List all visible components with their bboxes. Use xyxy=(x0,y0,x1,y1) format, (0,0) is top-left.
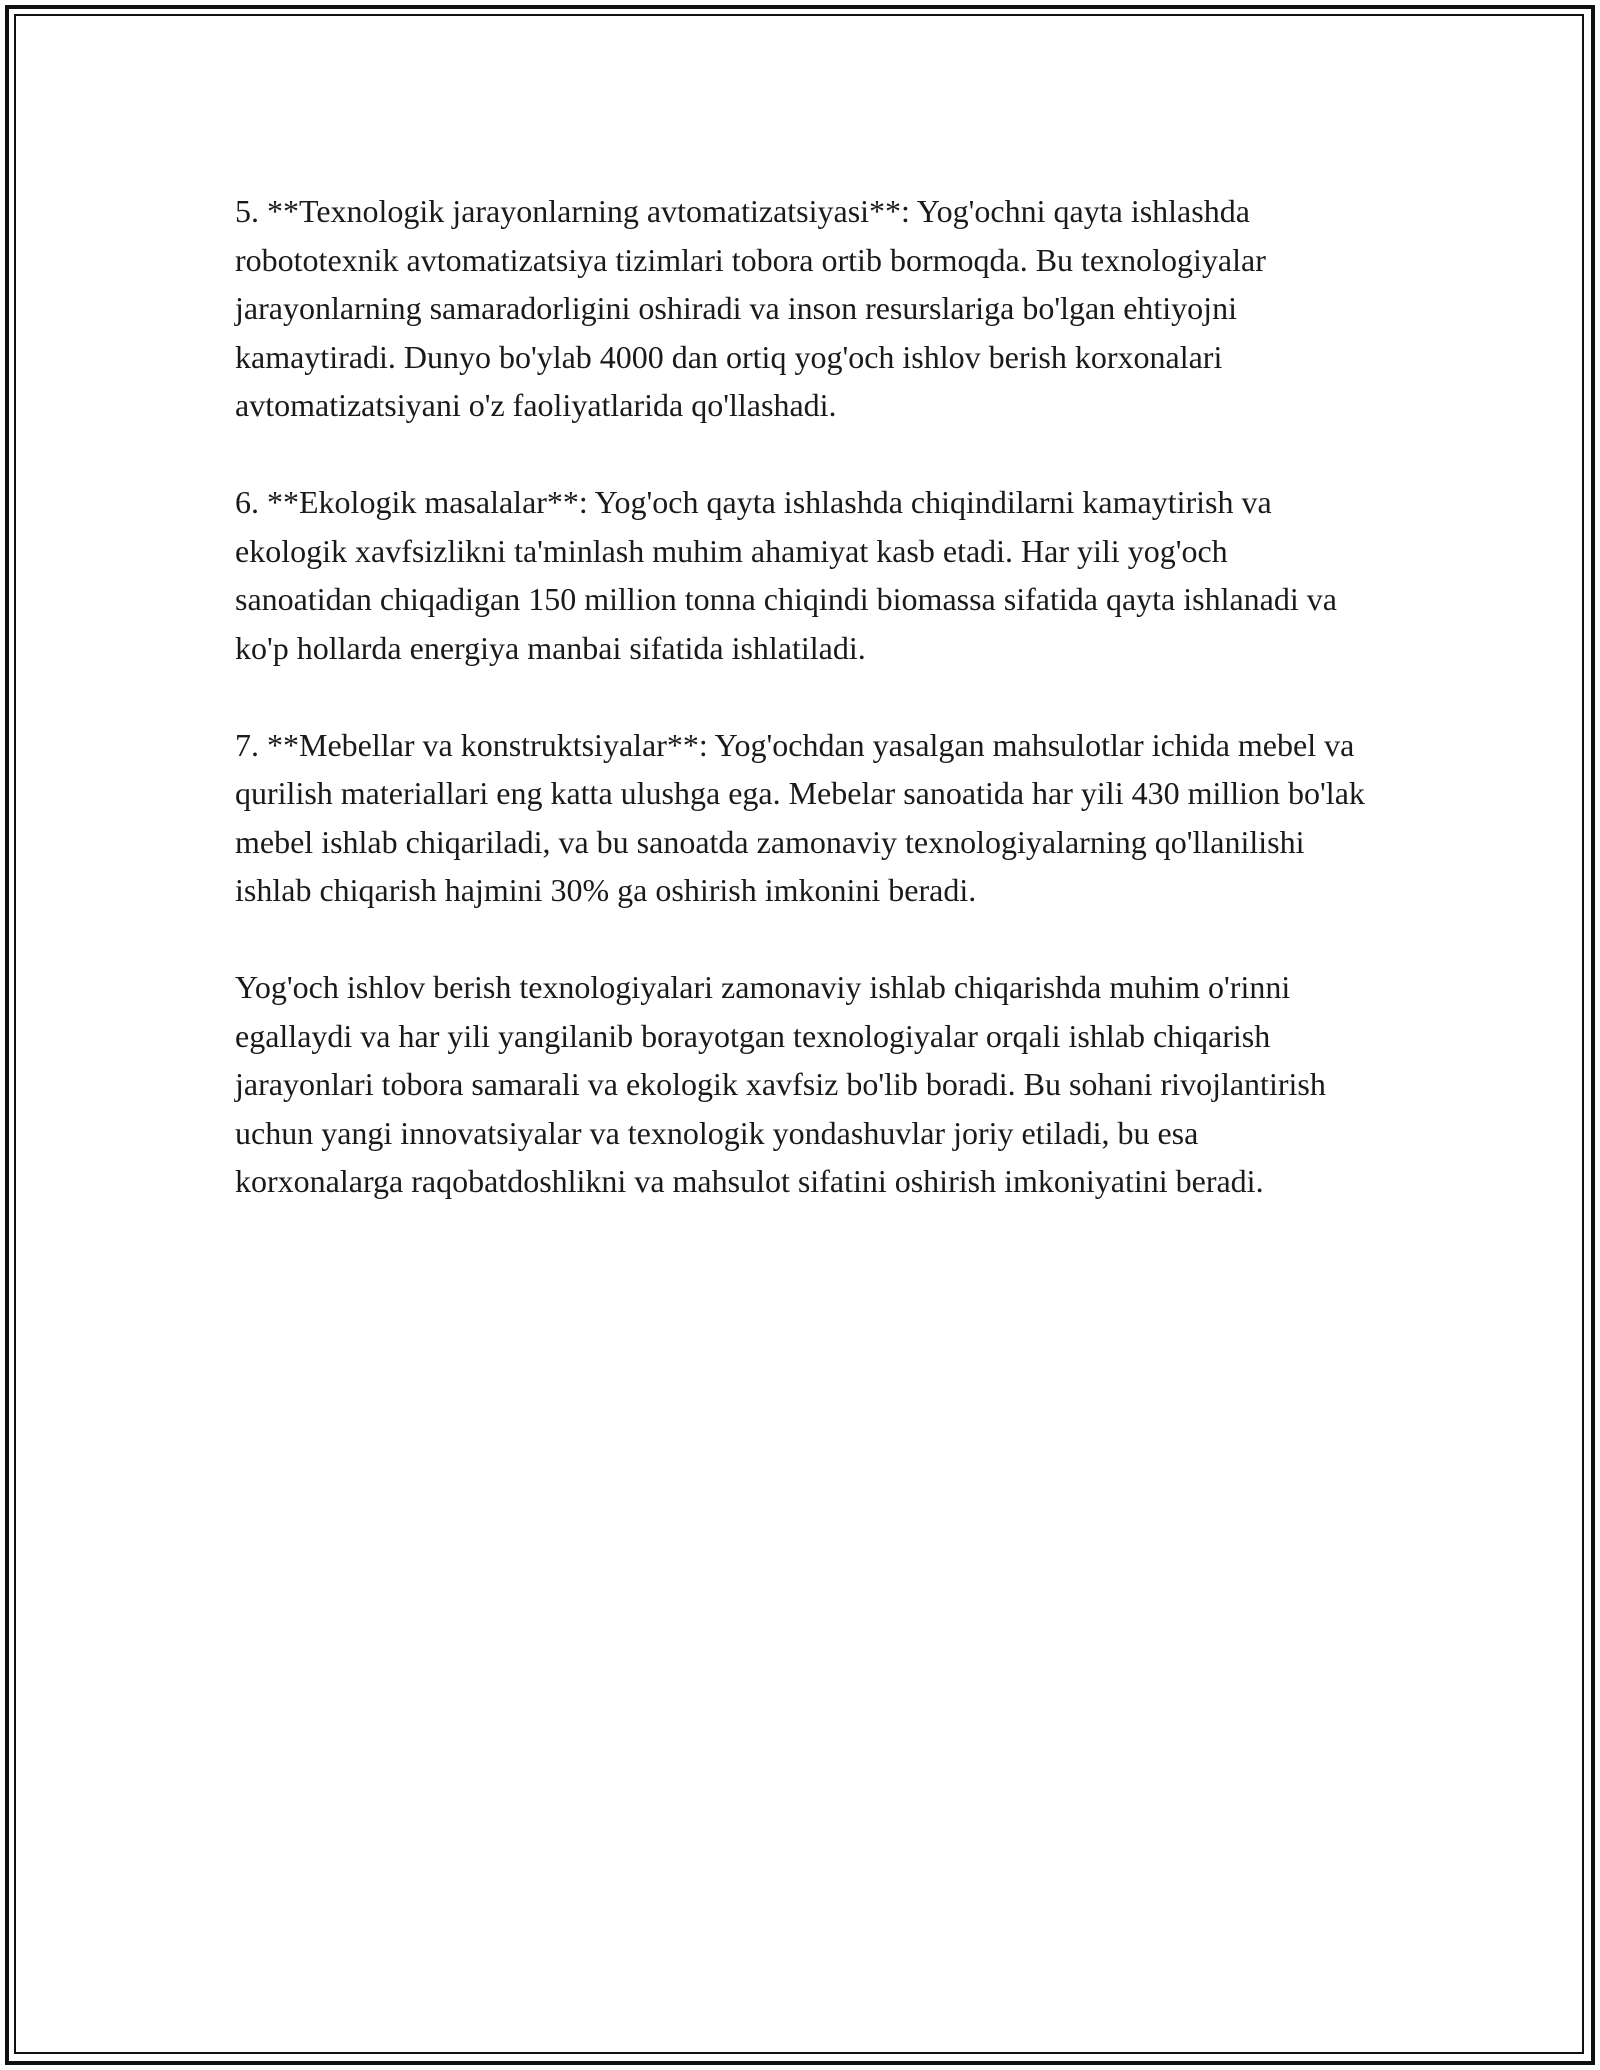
paragraph-automation: 5. **Texnologik jarayonlarning avtomatizatsiyasi**: Yog'ochni qayta ishlashda robototexnik avtomatizatsiya tizimlari tobora ortib bormoqda. Bu texnologiyalar jarayonlarning samaradorligini oshiradi va inson resurslariga bo'lgan ehtiyojni kamaytiradi. Dunyo bo'ylab 4000 dan ortiq yog'och ishlov berish korxonalari avtomatizatsiyani o'z faoliyatlarida qo'llashadi. xyxy=(235,193,1266,423)
paragraph-furniture: 7. **Mebellar va konstruktsiyalar**: Yog'ochdan yasalgan mahsulotlar ichida mebel va qurilish materiallari eng katta ulushga ega. Mebelar sanoatida har yili 430 million bo'lak mebel ishlab chiqariladi, va bu sanoatda zamonaviy texnologiyalarning qo'llanilishi ishlab chiqarish hajmini 30% ga oshirish imkonini beradi. xyxy=(235,726,1365,908)
paragraph-conclusion: Yog'och ishlov berish texnologiyalari zamonaviy ishlab chiqarishda muhim o'rinni egallaydi va har yili yangilanib borayotgan texnologiyalar orqali ishlab chiqarish jarayonlari tobora samarali va ekologik xavfsiz bo'lib boradi. Bu sohani rivojlantirish uchun yangi innovatsiyalar va texnologik yondashuvlar joriy etiladi, bu esa korxonalarga raqobatdoshlikni va mahsulot sifatini oshirish imkoniyatini beradi. xyxy=(235,969,1326,1199)
paragraph-ecology: 6. **Ekologik masalalar**: Yog'och qayta ishlashda chiqindilarni kamaytirish va ekologik xavfsizlikni ta'minlash muhim ahamiyat kasb etadi. Har yili yog'och sanoatidan chiqadigan 150 million tonna chiqindi biomassa sifatida qayta ishlanadi va ko'p hollarda energiya manbai sifatida ishlatiladi. xyxy=(235,484,1337,666)
document-body xyxy=(235,187,1370,1206)
